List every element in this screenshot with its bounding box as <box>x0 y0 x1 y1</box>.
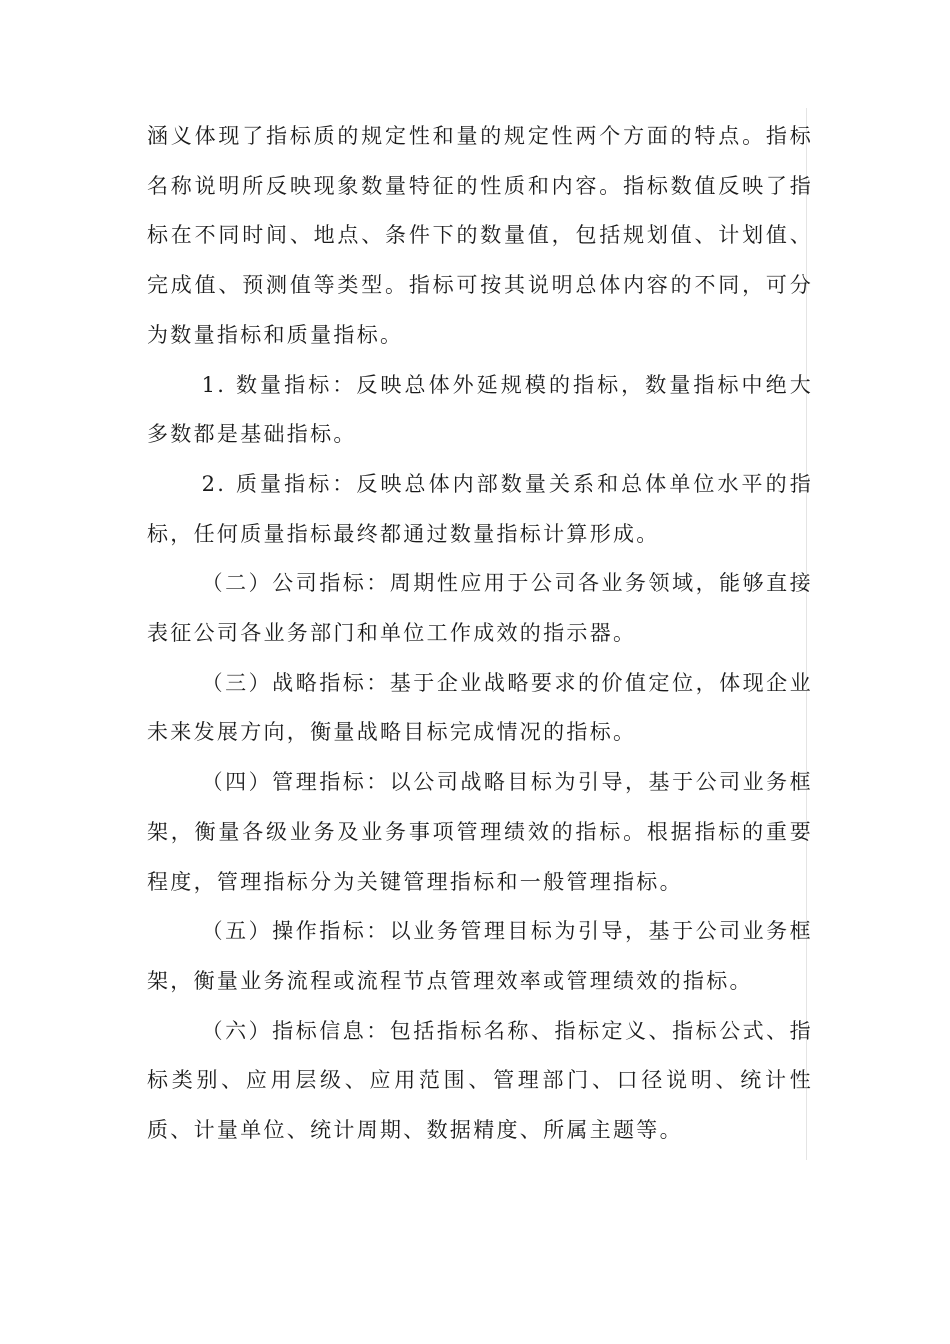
paragraph-management-indicator: （四）管理指标：以公司战略目标为引导，基于公司业务框架，衡量各级业务及业务事项管理绩效的指标。根据指标的重要程度，管理指标分为关键管理指标和一般管理指标。 <box>147 770 813 894</box>
paragraph-indicator-info: （六）指标信息：包括指标名称、指标定义、指标公式、指标类别、应用层级、应用范围、管理部门、口径说明、统计性质、计量单位、统计周期、数据精度、所属主题等。 <box>147 1018 813 1143</box>
paragraph-quality-indicator: 2. 质量指标：反映总体内部数量关系和总体单位水平的指标，任何质量指标最终都通过数量指标计算形成。 <box>147 471 813 546</box>
paragraph-quantity-indicator: 1. 数量指标：反映总体外延规模的指标，数量指标中绝大多数都是基础指标。 <box>147 372 813 447</box>
body-text <box>147 112 813 1156</box>
paragraph-company-indicator: （二）公司指标：周期性应用于公司各业务领域，能够直接表征公司各业务部门和单位工作成效的指示器。 <box>147 571 813 646</box>
paragraph-operation-indicator: （五）操作指标：以业务管理目标为引导，基于公司业务框架，衡量业务流程或流程节点管理效率或管理绩效的指标。 <box>147 919 813 993</box>
paragraph-continuation: 涵义体现了指标质的规定性和量的规定性两个方面的特点。指标名称说明所反映现象数量特征的性质和内容。指标数值反映了指标在不同时间、地点、条件下的数量值，包括规划值、计划值、完成值、预测值等类型。指标可按其说明总体内容的不同，可分为数量指标和质量指标。 <box>147 124 813 347</box>
paragraph-strategic-indicator: （三）战略指标：基于企业战略要求的价值定位，体现企业未来发展方向，衡量战略目标完成情况的指标。 <box>147 670 813 745</box>
